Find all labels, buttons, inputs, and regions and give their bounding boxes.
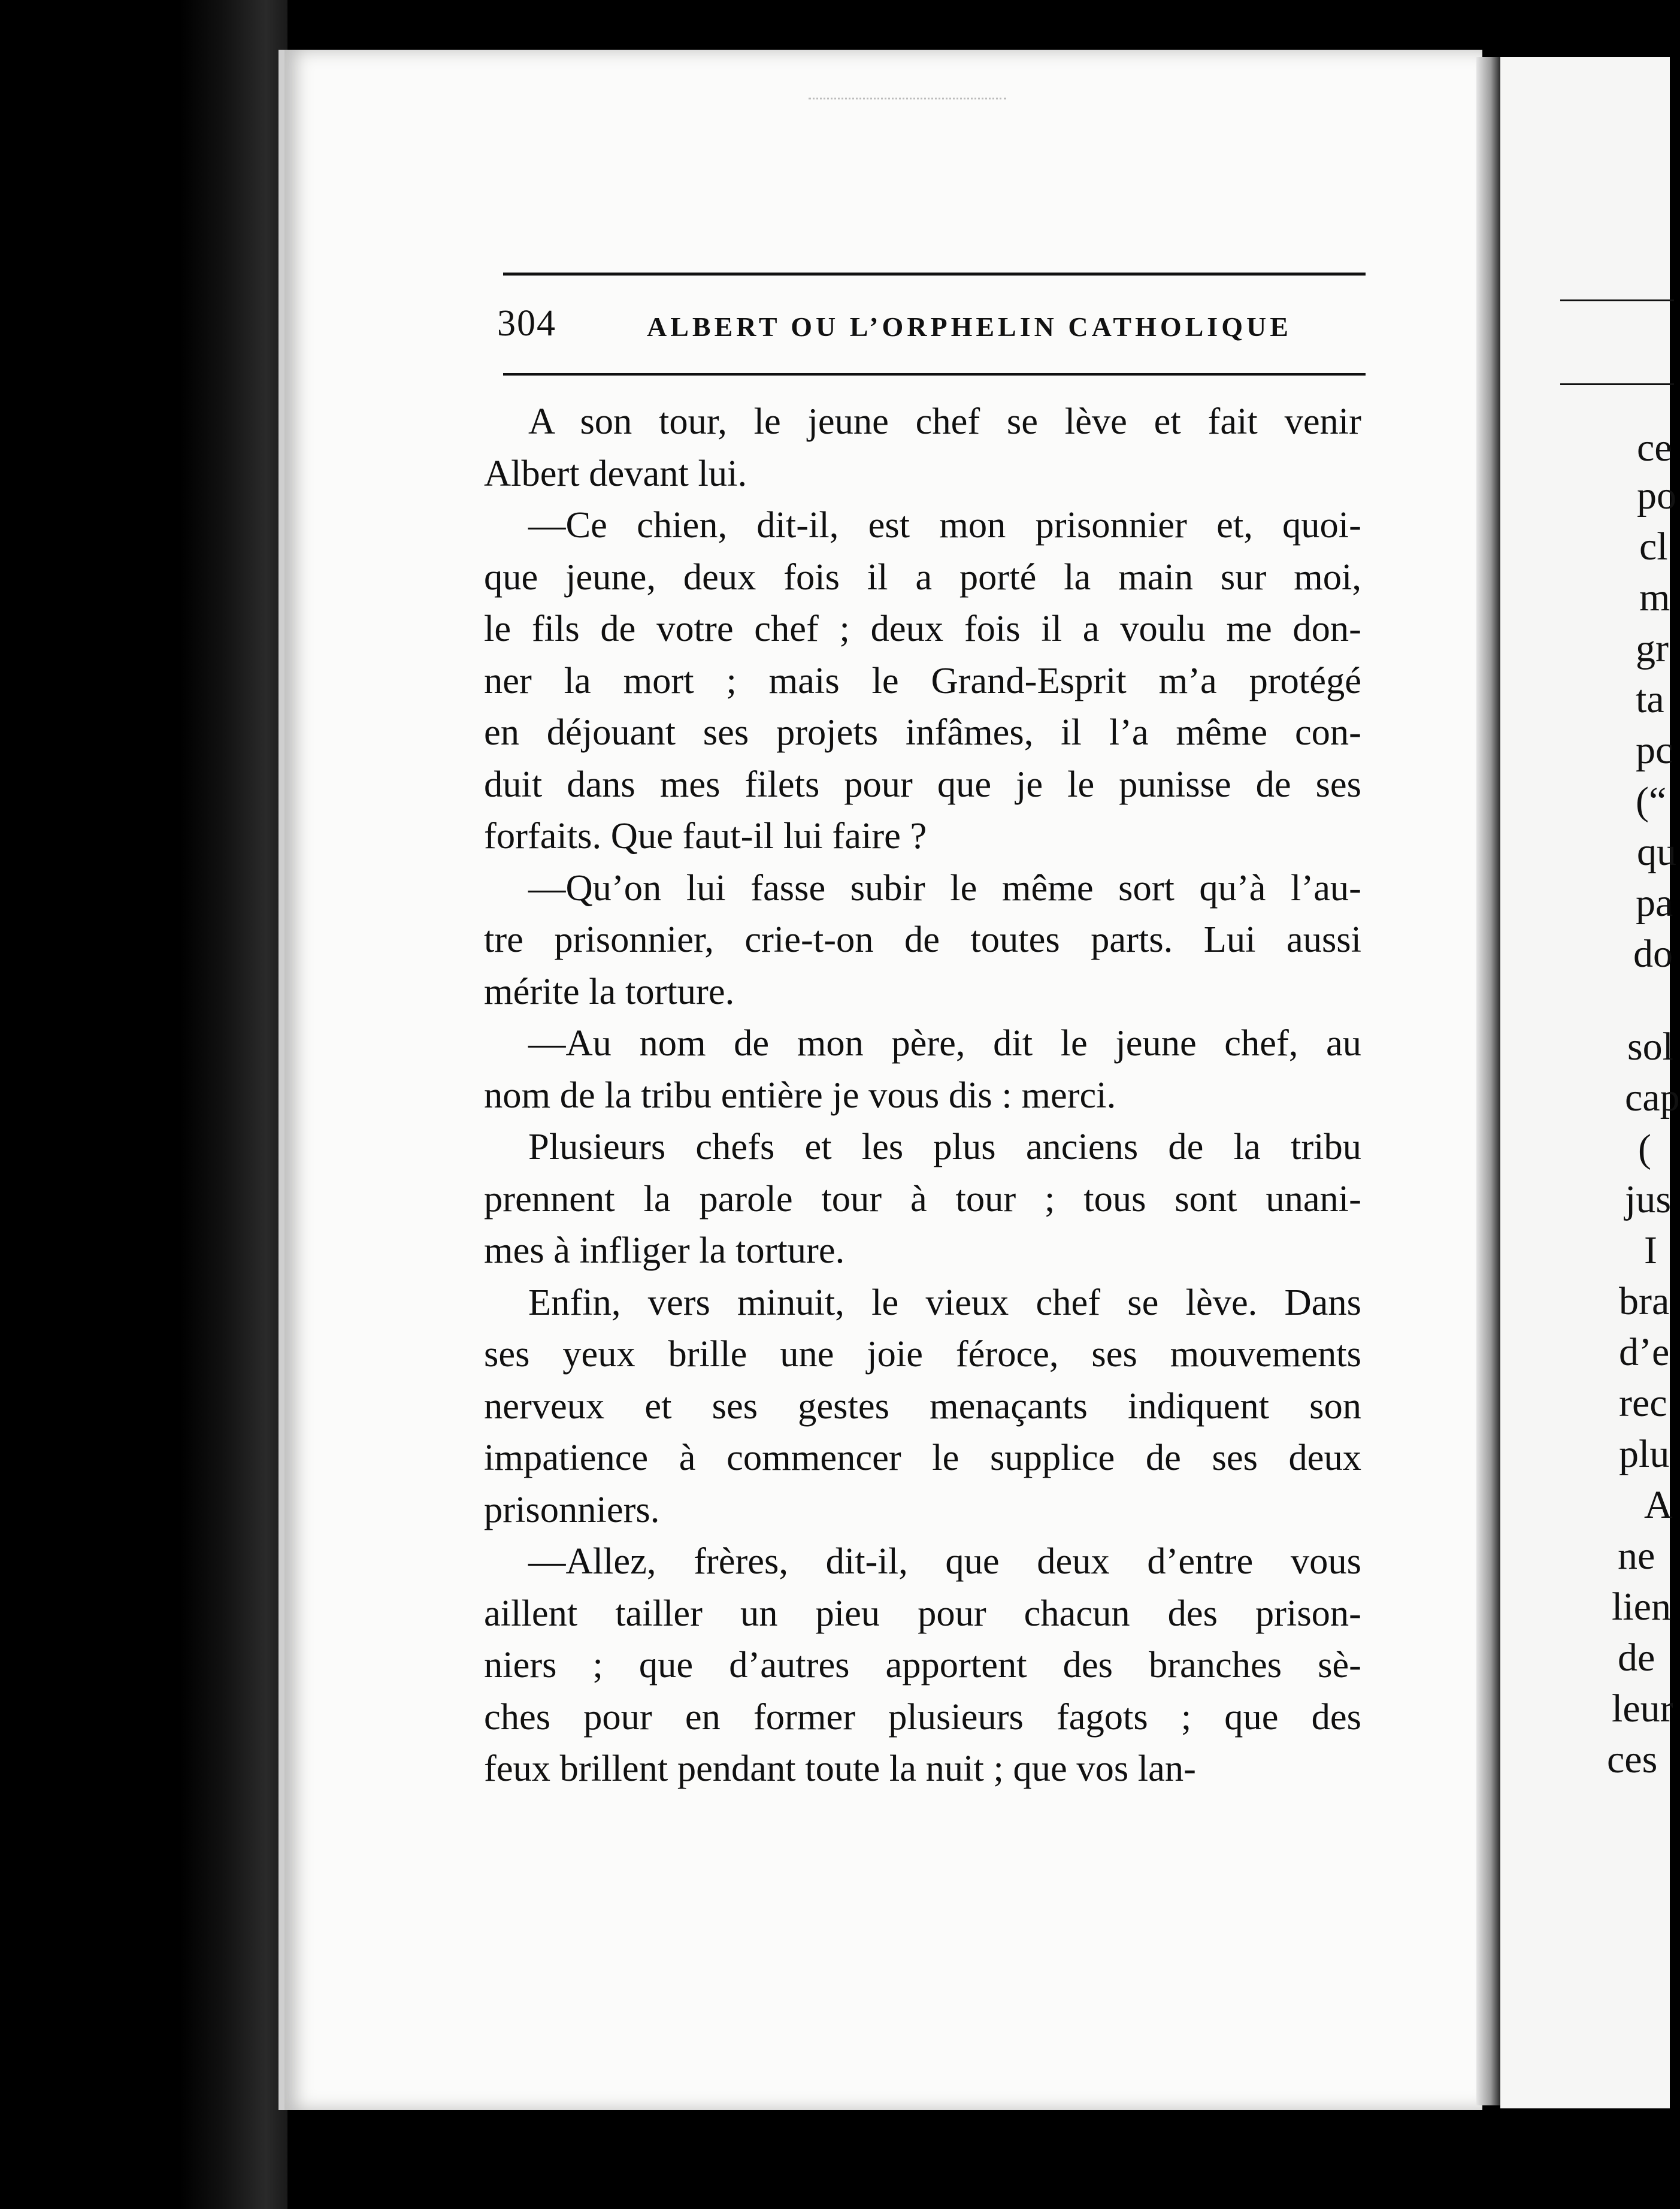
facing-page-fragment: de [1618,1636,1655,1680]
facing-page-fragment: plu [1619,1432,1670,1476]
facing-page-fragment: cl [1639,525,1668,568]
text-line: —Qu’on lui fasse subir le même sort qu’à l’au- [528,866,1361,909]
header-rule-bottom [503,373,1366,376]
text-line: ches pour en former plusieurs fagots ; que des [484,1695,1361,1738]
text-line: duit dans mes filets pour que je le punisse de ses [484,762,1361,805]
facing-page-fragment: m [1639,576,1670,619]
facing-page-fragment: po [1637,474,1676,518]
text-line: niers ; que d’autres apportent des branches sè- [484,1644,1361,1686]
facing-page-fragment: (“ [1636,779,1667,823]
text-line: —Allez, frères, dit-il, que deux d’entre vous [528,1540,1361,1582]
body-text [484,395,1361,1795]
text-line: ses yeux brille une joie féroce, ses mouvements [484,1333,1361,1375]
facing-page-fragment: ta [1636,677,1664,721]
text-line: prennent la parole tour à tour ; tous sont unani- [484,1177,1361,1220]
paragraph [484,1017,1361,1121]
text-line: mérite la torture. [484,970,735,1012]
header-rule-top [503,273,1366,276]
facing-page-fragment: qu [1637,830,1676,874]
text-line: que jeune, deux fois il a porté la main sur moi, [484,555,1361,598]
facing-page [1500,57,1680,2108]
text-line: prisonniers. [484,1488,660,1530]
text-line: Plusieurs chefs et les plus anciens de la tribu [528,1125,1361,1167]
facing-page-fragment: leur [1612,1687,1673,1730]
page-number: 304 [497,303,556,344]
facing-page-fragment: jus [1625,1178,1672,1221]
text-line: Enfin, vers minuit, le vieux chef se lève. Dans [528,1281,1361,1323]
text-line: ner la mort ; mais le Grand-Esprit m’a protégé [484,659,1361,701]
text-line: Albert devant lui. [484,452,747,494]
text-line: en déjouant ses projets infâmes, il l’a même con- [484,711,1361,753]
text-line: mes à infliger la torture. [484,1229,845,1271]
facing-page-rule [1560,383,1674,385]
facing-page-fragment: rec [1619,1381,1667,1425]
facing-page-fragment: I [1644,1228,1657,1272]
facing-page-fragment: sol [1627,1025,1674,1069]
paragraph [484,1121,1361,1276]
text-line: —Au nom de mon père, dit le jeune chef, au [528,1022,1361,1064]
page-edge [1476,57,1500,2105]
facing-page-fragment: bra [1619,1279,1670,1323]
facing-page-fragment: lien [1612,1585,1671,1629]
paragraph [484,862,1361,1018]
text-line: feux brillent pendant toute la nuit ; que vos lan- [484,1747,1196,1789]
facing-page-fragment: do [1633,932,1673,976]
paragraph [484,499,1361,862]
facing-page-fragment: ( [1638,1127,1651,1170]
text-line: forfaits. Que faut-il lui faire ? [484,815,927,857]
book-gutter-shadow [180,0,287,2209]
text-line: tre prisonnier, crie-t-on de toutes parts. Lui aussi [484,918,1361,960]
facing-page-rule [1560,299,1674,301]
facing-page-fragment: A [1644,1483,1673,1527]
facing-page-fragment: d’e [1619,1330,1670,1374]
facing-page-fragment: ce [1637,426,1672,470]
text-line: le fils de votre chef ; deux fois il a voulu me don- [484,607,1361,649]
page-header [497,302,1372,356]
facing-page-fragment: ne [1618,1534,1655,1578]
facing-page-fragment: ces [1607,1738,1658,1781]
text-line: nom de la tribu entière je vous dis : merci. [484,1073,1116,1116]
text-line: nerveux et ses gestes menaçants indiquent son [484,1384,1361,1427]
facing-page-fragment: pc [1636,728,1673,772]
text-line: impatience à commencer le supplice de ses deux [484,1436,1361,1478]
text-line: A son tour, le jeune chef se lève et fait venir [528,400,1361,442]
paragraph [484,395,1361,499]
facing-page-fragment: cap [1625,1076,1680,1119]
paragraph [484,1535,1361,1795]
running-head: ALBERT OU L’ORPHELIN CATHOLIQUE [647,311,1292,342]
facing-page-fragment: pa [1636,881,1673,925]
text-line: aillent tailler un pieu pour chacun des prison- [484,1591,1361,1634]
scan-artifact [809,98,1006,101]
facing-page-fragment: gr [1636,627,1669,670]
paragraph [484,1276,1361,1536]
text-line: —Ce chien, dit-il, est mon prisonnier et, quoi- [528,504,1361,546]
